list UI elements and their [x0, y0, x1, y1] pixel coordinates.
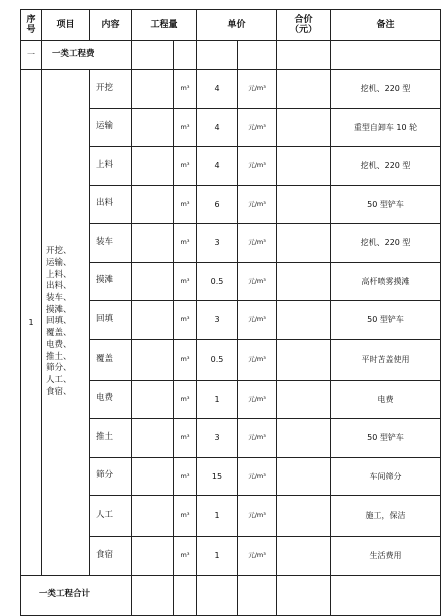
section-remark-cell: [331, 41, 441, 70]
row-remark: 50 型铲车: [331, 301, 441, 340]
row-content: 回填: [90, 301, 132, 340]
row-remark: 挖机、220 型: [331, 70, 441, 109]
cost-table-body: [21, 10, 441, 616]
row-total: [277, 380, 331, 419]
row-remark: 50 型铲车: [331, 185, 441, 224]
row-content: 电费: [90, 380, 132, 419]
row-price-unit: 元/m³: [238, 147, 277, 186]
table-row: [21, 70, 441, 109]
row-price: 4: [197, 108, 238, 147]
row-price-unit: 元/m³: [238, 108, 277, 147]
group-description: 开挖、 运输、 上料、 出料、 装车、 摸滩、 回填、 覆盖、 电费、 推土、 筛分、 人工、 食宿、: [42, 70, 90, 576]
row-unit: m³: [174, 147, 197, 186]
total-label: 一类工程合计: [21, 575, 132, 615]
row-price-unit: 元/m³: [238, 380, 277, 419]
row-content: 上料: [90, 147, 132, 186]
header-total: 合价 （元）: [277, 10, 331, 41]
row-quantity: [132, 301, 174, 340]
row-total: [277, 339, 331, 380]
row-quantity: [132, 224, 174, 263]
row-unit: m³: [174, 108, 197, 147]
row-unit: m³: [174, 419, 197, 458]
row-unit: m³: [174, 224, 197, 263]
total-total-cell: [277, 575, 331, 615]
header-unit-price: 单价: [197, 10, 277, 41]
section-quantity-cell: [132, 41, 174, 70]
header-remark: 备注: [331, 10, 441, 41]
header-row: [21, 10, 441, 41]
row-price: 0.5: [197, 262, 238, 301]
header-content: 内容: [90, 10, 132, 41]
row-price-unit: 元/m³: [238, 224, 277, 263]
row-unit: m³: [174, 537, 197, 576]
row-content: 覆盖: [90, 339, 132, 380]
row-price: 3: [197, 224, 238, 263]
row-total: [277, 419, 331, 458]
row-total: [277, 496, 331, 537]
group-seq: 1: [21, 70, 42, 576]
section-label: 一类工程费: [42, 41, 132, 70]
header-seq: 序 号: [21, 10, 42, 41]
section-total-cell: [277, 41, 331, 70]
row-quantity: [132, 108, 174, 147]
row-content: 食宿: [90, 537, 132, 576]
row-price-unit: 元/m³: [238, 262, 277, 301]
header-quantity: 工程量: [132, 10, 197, 41]
row-content: 筛分: [90, 457, 132, 496]
section-price-unit-cell: [238, 41, 277, 70]
total-price-unit-cell: [238, 575, 277, 615]
row-unit: m³: [174, 380, 197, 419]
row-remark: 重型自卸车 10 轮: [331, 108, 441, 147]
row-remark: 高杆喷雾摸滩: [331, 262, 441, 301]
row-remark: 50 型铲车: [331, 419, 441, 458]
section-price-cell: [197, 41, 238, 70]
row-quantity: [132, 70, 174, 109]
row-content: 开挖: [90, 70, 132, 109]
row-quantity: [132, 339, 174, 380]
section-row: [21, 41, 441, 70]
row-remark: 车间筛分: [331, 457, 441, 496]
row-content: 装车: [90, 224, 132, 263]
row-quantity: [132, 419, 174, 458]
row-total: [277, 224, 331, 263]
total-remark-cell: [331, 575, 441, 615]
row-price-unit: 元/m³: [238, 457, 277, 496]
row-remark: 电费: [331, 380, 441, 419]
row-total: [277, 301, 331, 340]
row-quantity: [132, 496, 174, 537]
row-price: 15: [197, 457, 238, 496]
header-item: 项目: [42, 10, 90, 41]
row-remark: 施工，保洁: [331, 496, 441, 537]
total-row: [21, 575, 441, 615]
row-price-unit: 元/m³: [238, 419, 277, 458]
row-content: 人工: [90, 496, 132, 537]
row-content: 出料: [90, 185, 132, 224]
row-total: [277, 108, 331, 147]
row-remark: 挖机、220 型: [331, 224, 441, 263]
row-price-unit: 元/m³: [238, 496, 277, 537]
row-quantity: [132, 457, 174, 496]
total-quantity-cell: [132, 575, 174, 615]
row-total: [277, 185, 331, 224]
section-seq: 一: [21, 41, 42, 70]
row-unit: m³: [174, 496, 197, 537]
row-unit: m³: [174, 457, 197, 496]
row-price: 1: [197, 537, 238, 576]
row-content: 推土: [90, 419, 132, 458]
row-remark: 挖机、220 型: [331, 147, 441, 186]
row-total: [277, 262, 331, 301]
total-unit-cell: [174, 575, 197, 615]
row-quantity: [132, 262, 174, 301]
row-price-unit: 元/m³: [238, 537, 277, 576]
row-quantity: [132, 147, 174, 186]
row-total: [277, 147, 331, 186]
row-price: 1: [197, 496, 238, 537]
row-total: [277, 70, 331, 109]
row-unit: m³: [174, 339, 197, 380]
row-price: 4: [197, 70, 238, 109]
row-price-unit: 元/m³: [238, 301, 277, 340]
total-price-cell: [197, 575, 238, 615]
row-content: 摸滩: [90, 262, 132, 301]
section-unit-cell: [174, 41, 197, 70]
row-unit: m³: [174, 301, 197, 340]
row-price-unit: 元/m³: [238, 70, 277, 109]
row-remark: 生活费用: [331, 537, 441, 576]
row-price-unit: 元/m³: [238, 185, 277, 224]
row-price: 6: [197, 185, 238, 224]
row-quantity: [132, 380, 174, 419]
row-quantity: [132, 185, 174, 224]
cost-table: [20, 9, 441, 616]
row-total: [277, 537, 331, 576]
row-price: 0.5: [197, 339, 238, 380]
row-price: 3: [197, 301, 238, 340]
row-price: 4: [197, 147, 238, 186]
row-price-unit: 元/m³: [238, 339, 277, 380]
row-unit: m³: [174, 70, 197, 109]
row-price: 1: [197, 380, 238, 419]
row-content: 运输: [90, 108, 132, 147]
row-unit: m³: [174, 262, 197, 301]
row-total: [277, 457, 331, 496]
row-quantity: [132, 537, 174, 576]
row-remark: 平时苫盖使用: [331, 339, 441, 380]
row-price: 3: [197, 419, 238, 458]
row-unit: m³: [174, 185, 197, 224]
